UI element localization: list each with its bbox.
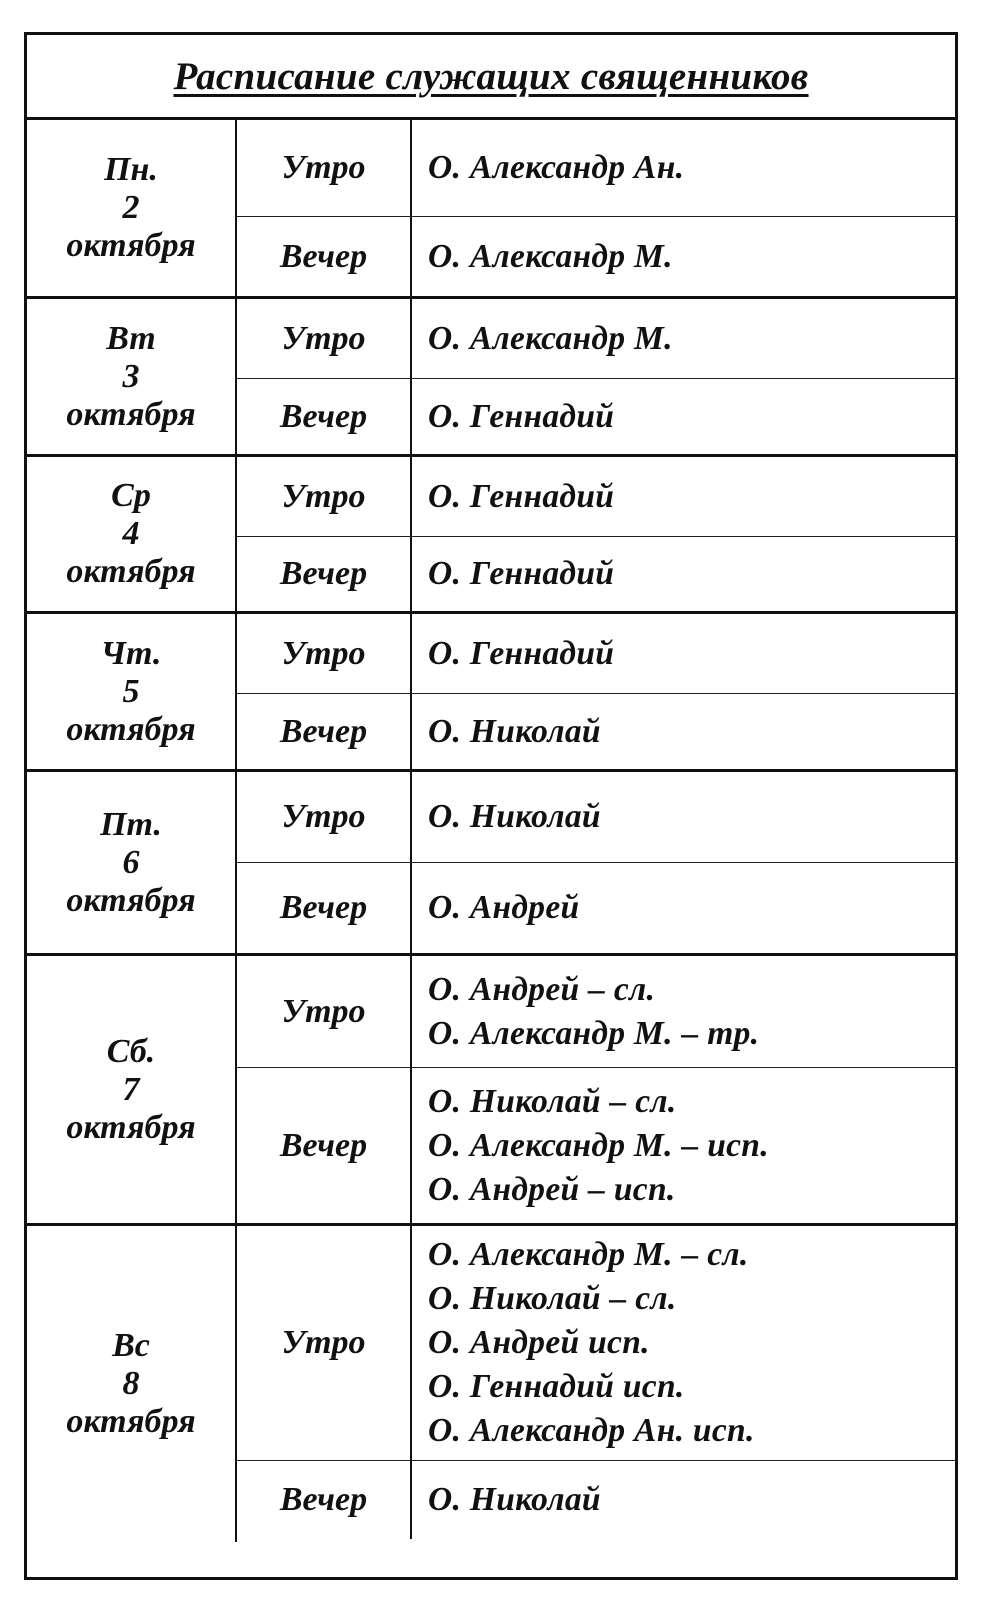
priest-name: О. Геннадий: [428, 634, 615, 672]
day-row: [27, 457, 955, 614]
priest-name: О. Геннадий: [428, 397, 615, 435]
day-weekday: Пт.: [100, 805, 162, 843]
service-row: [237, 299, 955, 378]
page-title: Расписание служащих священников: [173, 54, 809, 98]
priest-list: [412, 217, 955, 296]
service-row: [237, 457, 955, 536]
priest-list: [412, 614, 955, 693]
priest-name: О. Андрей – исп.: [428, 1170, 676, 1208]
schedule-table: [24, 32, 958, 1580]
day-label: [27, 457, 237, 611]
service-period: Вечер: [237, 863, 412, 953]
priest-name: О. Александр М.: [428, 319, 673, 357]
day-slots: [237, 614, 955, 769]
priest-name: О. Андрей – сл.: [428, 970, 656, 1008]
service-period: Вечер: [237, 379, 412, 454]
priest-name: О. Александр Ан.: [428, 149, 685, 186]
service-period: Утро: [237, 772, 412, 862]
service-row: [237, 1460, 955, 1539]
day-date: 2: [122, 189, 140, 226]
service-row: [237, 1226, 955, 1460]
service-period: Вечер: [237, 217, 412, 296]
day-weekday: Вс: [112, 1327, 150, 1364]
priest-name: О. Андрей: [428, 889, 580, 926]
service-period: Вечер: [237, 1068, 412, 1223]
service-period: Вечер: [237, 1461, 412, 1539]
day-date: 3: [122, 357, 140, 395]
priest-list: [412, 772, 955, 862]
day-month: октября: [66, 553, 196, 590]
priest-list: [412, 1461, 955, 1539]
service-row: [237, 1067, 955, 1223]
day-weekday: Пн.: [104, 151, 158, 188]
day-month: октября: [66, 1108, 196, 1146]
day-weekday: Чт.: [100, 634, 162, 672]
service-period: Утро: [237, 956, 412, 1067]
priest-name: О. Геннадий исп.: [428, 1368, 685, 1405]
day-row: [27, 299, 955, 457]
priest-name: О. Николай: [428, 798, 601, 835]
service-row: [237, 120, 955, 216]
service-period: Утро: [237, 1226, 412, 1460]
priest-name: О. Александр М. – исп.: [428, 1126, 769, 1164]
day-weekday: Вт: [106, 319, 156, 357]
day-month: октября: [66, 710, 196, 748]
priest-list: [412, 120, 955, 216]
day-row: [27, 1226, 955, 1542]
priest-list: [412, 863, 955, 953]
service-period: Вечер: [237, 694, 412, 769]
service-row: [237, 772, 955, 862]
priest-list: [412, 1226, 955, 1460]
day-date: 7: [122, 1070, 140, 1108]
day-row: [27, 614, 955, 772]
priest-list: [412, 537, 955, 611]
priest-list: [412, 379, 955, 454]
service-row: [237, 378, 955, 454]
day-month: октября: [66, 1403, 196, 1440]
service-row: [237, 693, 955, 769]
day-label: [27, 772, 237, 953]
priest-name: О. Николай: [428, 712, 601, 750]
priest-name: О. Николай – сл.: [428, 1082, 677, 1120]
day-slots: [237, 457, 955, 611]
priest-name: О. Александр Ан. исп.: [428, 1412, 755, 1449]
priest-list: [412, 694, 955, 769]
priest-name: О. Александр М. – тр.: [428, 1014, 760, 1052]
priest-name: О. Николай – сл.: [428, 1280, 677, 1317]
day-slots: [237, 120, 955, 296]
day-row: [27, 120, 955, 299]
priest-name: О. Александр М. – сл.: [428, 1236, 749, 1273]
priest-list: [412, 1068, 955, 1223]
priest-list: [412, 457, 955, 536]
day-label: [27, 299, 237, 454]
day-label: [27, 1226, 237, 1542]
day-label: [27, 120, 237, 296]
day-slots: [237, 299, 955, 454]
service-period: Утро: [237, 299, 412, 378]
title-row: [27, 35, 955, 120]
day-date: 6: [122, 843, 140, 881]
service-row: [237, 614, 955, 693]
service-period: Утро: [237, 457, 412, 536]
day-date: 4: [122, 515, 140, 552]
service-row: [237, 956, 955, 1067]
priest-name: О. Геннадий: [428, 555, 615, 592]
service-period: Утро: [237, 120, 412, 216]
day-date: 8: [122, 1365, 140, 1402]
priest-name: О. Николай: [428, 1481, 601, 1518]
day-row: [27, 956, 955, 1226]
priest-list: [412, 299, 955, 378]
day-month: октября: [66, 227, 196, 264]
service-row: [237, 536, 955, 611]
day-slots: [237, 956, 955, 1223]
day-date: 5: [122, 672, 140, 710]
day-label: [27, 614, 237, 769]
service-period: Вечер: [237, 537, 412, 611]
day-weekday: Сб.: [106, 1032, 156, 1070]
priest-name: О. Геннадий: [428, 477, 615, 515]
day-slots: [237, 772, 955, 953]
service-row: [237, 862, 955, 953]
days-container: [27, 120, 955, 1577]
service-row: [237, 216, 955, 296]
day-row: [27, 772, 955, 956]
day-weekday: Ср: [111, 477, 151, 514]
priest-name: О. Александр М.: [428, 237, 673, 275]
day-month: октября: [66, 395, 196, 433]
priest-name: О. Андрей исп.: [428, 1324, 650, 1361]
day-month: октября: [66, 881, 196, 919]
priest-list: [412, 956, 955, 1067]
day-slots: [237, 1226, 955, 1542]
service-period: Утро: [237, 614, 412, 693]
day-label: [27, 956, 237, 1223]
